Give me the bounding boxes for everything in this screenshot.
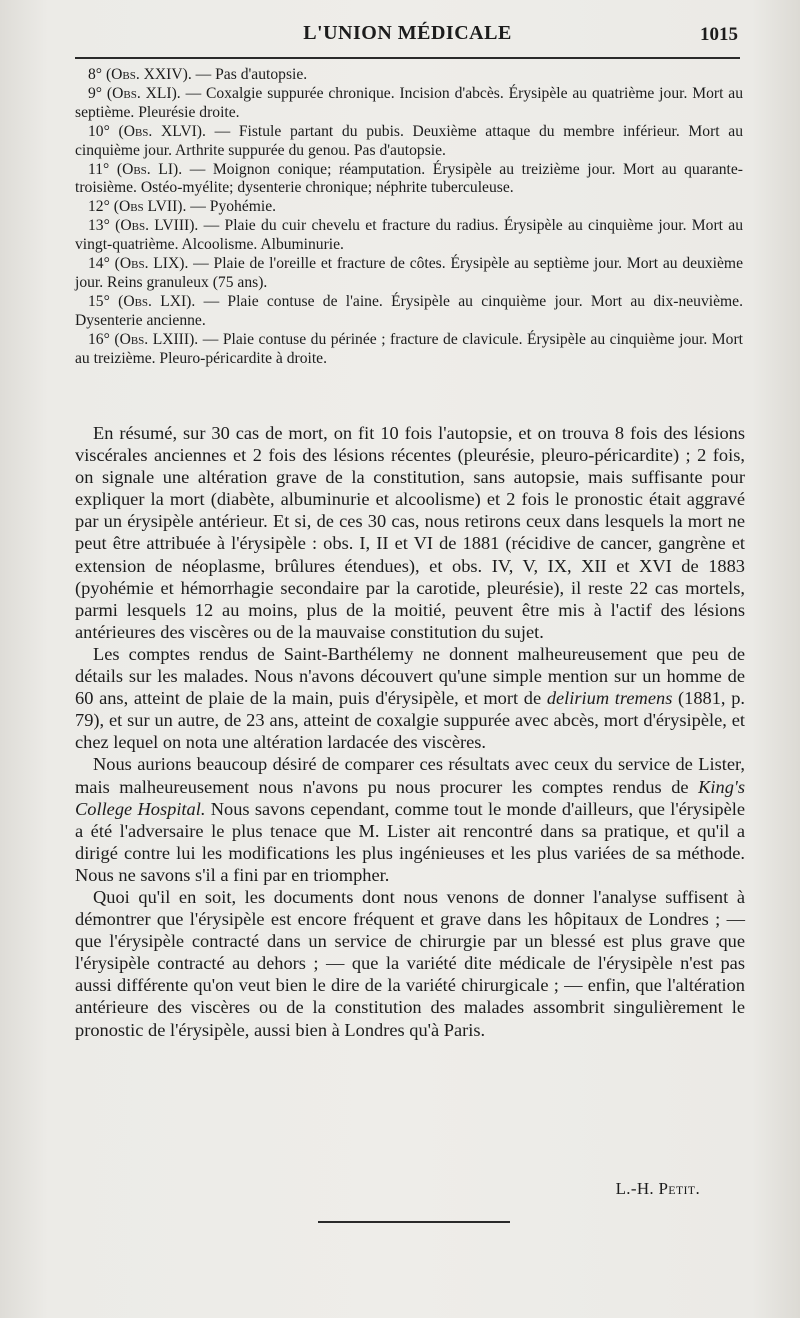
observation-text: — Coxalgie suppurée chronique. Incision d'abcès. Érysipèle au quatrième jour. Mort au septième. Pleurésie droite. xyxy=(75,84,743,121)
article-body xyxy=(75,422,745,1041)
observation-item xyxy=(75,123,743,161)
paragraph-conclusion: Quoi qu'il en soit, les documents dont nous venons de donner l'analyse suffisent à démontrer que l'érysipèle est encore fréquent et grave dans les hôpitaux de Londres ; — que l'érysipèle contracté dans un service de chirurgie par un blessé est plus grave que l'érysipèle contracté au dehors ; — que la variété dite médicale de l'érysipèle n'est pas aussi différente qu'on veut bien le dire de la variété chirurgicale ; — enfin, que l'altération antérieure des viscères ou de la constitution des malades assombrit singulièrement le pronostic de l'érysipèle, aussi bien à Londres qu'à Paris. xyxy=(75,886,745,1040)
italic-term: King's College Hospital. xyxy=(75,776,745,819)
observation-text: — Plaie contuse de l'aine. Érysipèle au cinquième jour. Mort au dix-neuvième. Dysenterie ancienne. xyxy=(75,292,743,329)
observation-item xyxy=(75,161,743,199)
observation-number: 8° xyxy=(88,66,103,83)
observation-number: 12° xyxy=(88,198,110,216)
observation-number: 14° xyxy=(88,255,110,273)
observation-item xyxy=(75,293,743,331)
observation-text: — Plaie contuse du périnée ; fracture de clavicule. Érysipèle au cinquième jour. Mort au treizième. Pleuro-péricardite à droite. xyxy=(75,330,743,367)
observation-item xyxy=(75,85,743,123)
paragraph-lister xyxy=(75,753,745,886)
italic-term: delirium tremens xyxy=(546,688,673,709)
observation-ref: (Obs. XLVI). xyxy=(118,122,206,140)
observation-ref: (Obs LVII). xyxy=(113,198,187,216)
observation-number: 13° xyxy=(88,217,110,235)
observation-ref: (Obs. XXIV). xyxy=(105,66,192,83)
header-rule xyxy=(75,57,740,59)
observation-item xyxy=(75,331,743,369)
paragraph-summary: En résumé, sur 30 cas de mort, on fit 10 fois l'autopsie, et on trouva 8 fois des lésions viscérales anciennes et 2 fois des lésions récentes (pleurésie, pleuro-péricardite) ; 2 fois, on signale une altération grave de la constitution, sans autopsie, mais suffisante pour expliquer la mort (diabète, albuminurie et alcoolisme) et 2 fois le pronostic était aggravé par un érysipèle antérieur. Et si, de ces 30 cas, nous retirons ceux dans lesquels la mort ne peut être attribuée à l'érysipèle : obs. I, II et VI de 1881 (récidive de cancer, gangrène et extension de néoplasme, brûlures étendues), et obs. IV, V, IX, XII et XVI de 1883 (pyohémie et hémorrhagie secondaire par la carotide, pleurésie), il reste 22 cas mortels, parmi lesquels 12 au moins, plus de la moitié, peuvent être mis à l'actif des lésions antérieures des viscères ou de la mauvaise constitution du sujet. xyxy=(75,423,745,642)
observation-number: 15° xyxy=(88,292,110,310)
paragraph-text: Nous savons cependant, comme tout le monde d'ailleurs, que l'érysipèle a été l'adversaire le plus tenace que M. Lister ait rencontré dans sa pratique, et qu'il a dirigé contre lui les modifications les plus ingénieuses et les plus variées de sa méthode. Nous ne savons s'il a fini par en triompher. xyxy=(75,798,746,885)
paragraph-text: Les comptes rendus de Saint-Barthélemy ne donnent malheureusement que peu de détails sur les malades. Nous n'avons découvert qu'une simple mention sur un homme de 60 ans, atteint de plaie de la main, puis d'érysipèle, et mort de xyxy=(75,643,745,709)
observation-item xyxy=(75,66,743,85)
observation-item xyxy=(75,255,743,293)
observation-number: 16° xyxy=(88,330,110,348)
observation-ref: (Obs. LIX). xyxy=(114,255,189,273)
journal-title: L'UNION MÉDICALE xyxy=(303,22,512,44)
end-rule xyxy=(318,1221,510,1223)
observation-item xyxy=(75,217,743,255)
paragraph-text: Nous aurions beaucoup désiré de comparer ces résultats avec ceux du service de Lister, mais malheureusement nous n'avons pu nous procurer les comptes rendus de xyxy=(75,754,745,797)
paragraph-text: (1881, p. 79), et sur un autre, de 23 ans, atteint de coxalgie suppurée avec abcès, mort d'érysipèle, et chez lequel on nota une altération lardacée des viscères. xyxy=(75,688,745,753)
observation-ref: (Obs. LVIII). xyxy=(115,217,199,235)
observation-ref: (Obs. LI). xyxy=(116,160,183,178)
observation-text: — Moignon conique; réamputation. Érysipèle au treizième jour. Mort au quarante-troisième. Ostéo-myélite; dysenterie chronique; néphrite tuberculeuse. xyxy=(75,160,743,197)
observation-number: 9° xyxy=(88,84,103,102)
observation-ref: (Obs. LXI). xyxy=(118,292,196,310)
paragraph-saint-barthelemy xyxy=(75,643,745,753)
observation-list xyxy=(75,66,743,369)
observation-text: — Pas d'autopsie. xyxy=(195,66,308,83)
observation-item xyxy=(75,198,743,217)
observation-number: 11° xyxy=(88,160,110,178)
observation-ref: (Obs. XLI). xyxy=(106,84,181,102)
observation-text: — Plaie de l'oreille et fracture de côtes. Érysipèle au septième jour. Mort au deuxième jour. Reins granuleux (75 ans). xyxy=(75,255,743,291)
observation-text: — Plaie du cuir chevelu et fracture du radius. Érysipèle au cinquième jour. Mort au vingt-quatrième. Alcoolisme. Albuminurie. xyxy=(75,217,743,254)
observation-number: 10° xyxy=(88,122,110,140)
page-number: 1015 xyxy=(700,24,738,45)
page-header xyxy=(75,22,740,52)
observation-text: — Pyohémie. xyxy=(190,198,277,216)
observation-ref: (Obs. LXIII). xyxy=(114,330,199,348)
author-signature: L.-H. Petit. xyxy=(615,1179,700,1198)
observation-text: — Fistule partant du pubis. Deuxième attaque du membre inférieur. Mort au cinquième jour. Arthrite suppurée du genou. Pas d'autopsie. xyxy=(75,122,743,159)
